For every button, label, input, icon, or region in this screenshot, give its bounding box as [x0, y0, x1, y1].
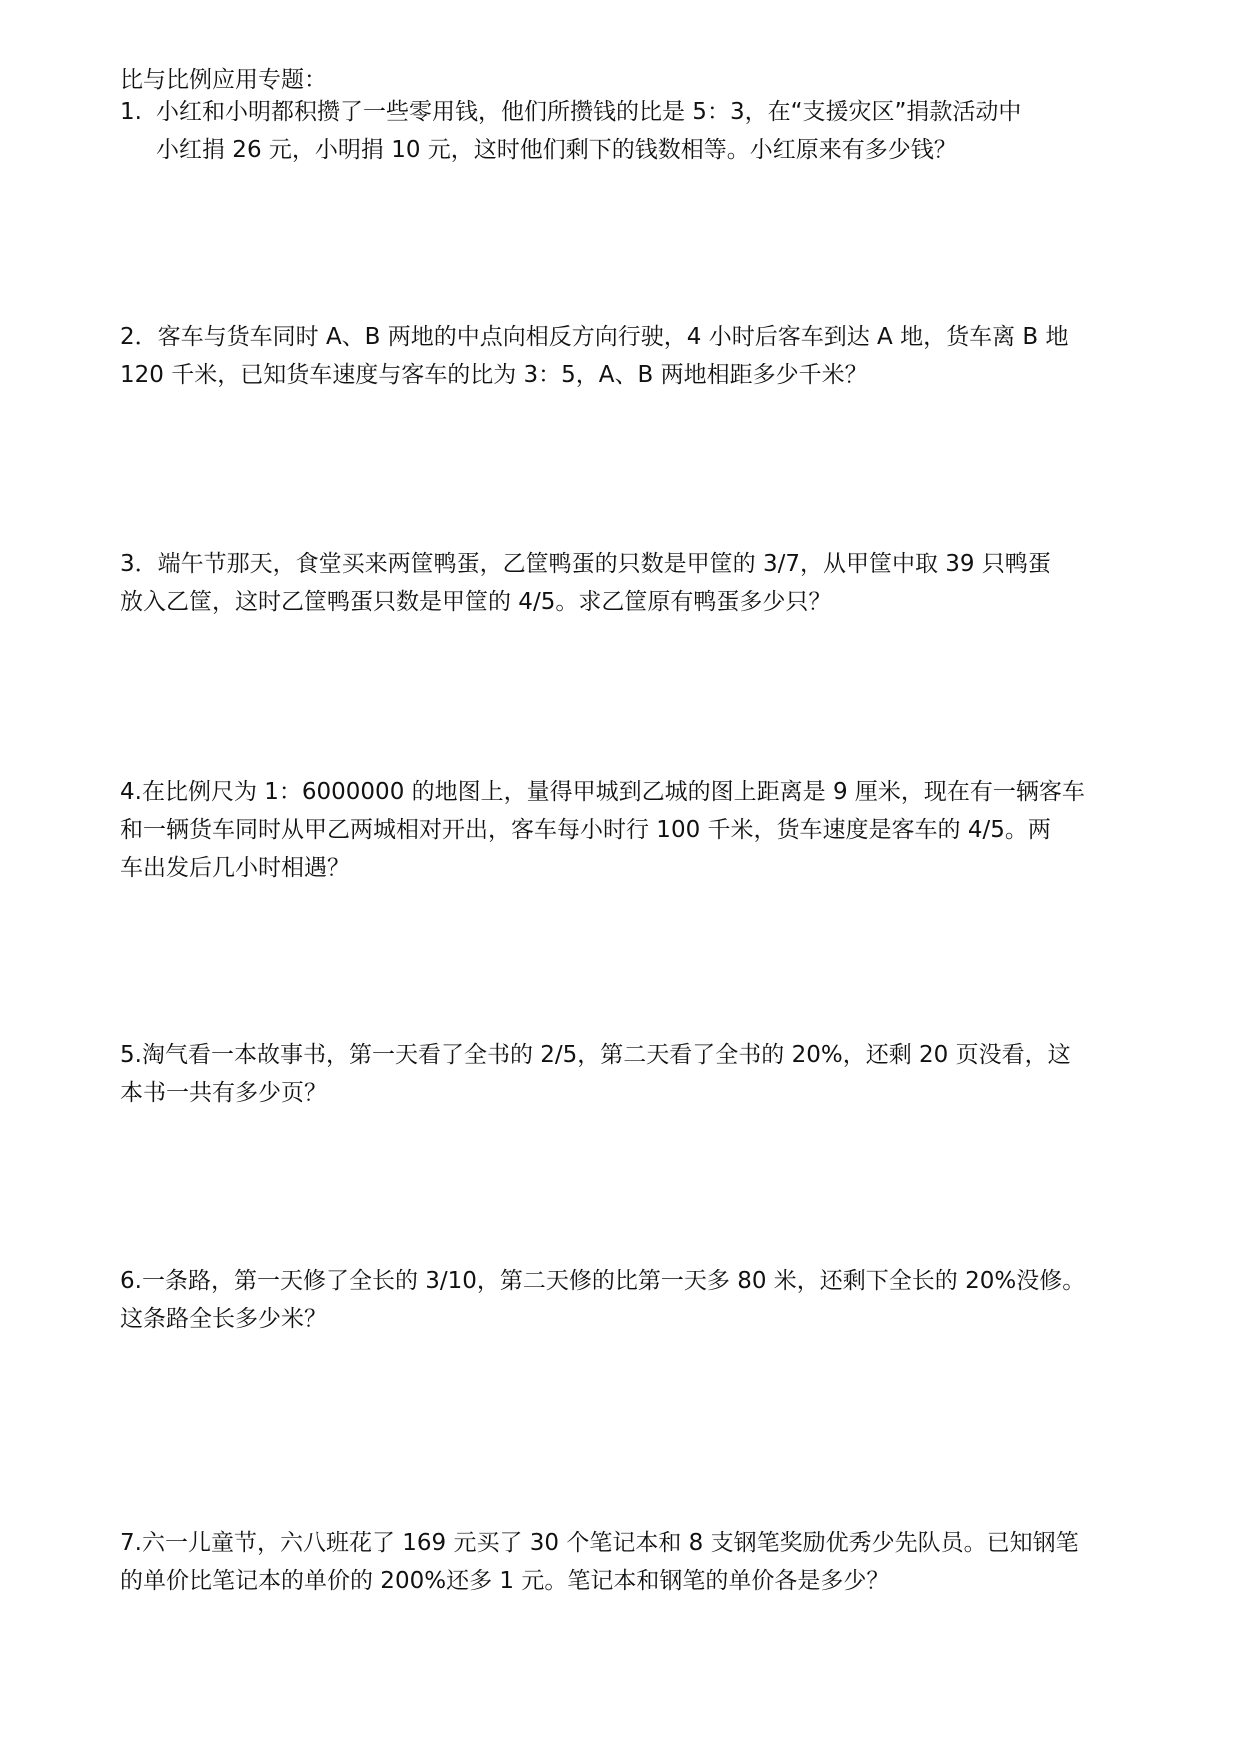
problem-5-line-2: 本书一共有多少页？ — [120, 1080, 327, 1106]
problem-1-line-1 — [120, 93, 1021, 131]
problem-4-line-3: 车出发后几小时相遇？ — [120, 855, 350, 881]
problem-6 — [120, 1262, 1085, 1338]
problem-5 — [120, 1036, 1071, 1112]
problem-3 — [120, 545, 1051, 621]
problem-4 — [120, 773, 1085, 887]
problem-7-line-1: 7.六一儿童节，六八班花了 169 元买了 30 个笔记本和 8 支钢笔奖励优秀少先队员。已知钢笔 — [120, 1530, 1079, 1556]
problem-4-line-2: 和一辆货车同时从甲乙两城相对开出，客车每小时行 100 千米，货车速度是客车的 4/5。两 — [120, 817, 1051, 843]
problem-3-line-1: 3．端午节那天，食堂买来两筐鸭蛋，乙筐鸭蛋的只数是甲筐的 3/7，从甲筐中取 39 只鸭蛋 — [120, 551, 1051, 577]
problem-1-number: 1. — [120, 99, 142, 125]
problem-7 — [120, 1524, 1079, 1600]
problem-7-line-2: 的单价比笔记本的单价的 200%还多 1 元。笔记本和钢笔的单价各是多少？ — [120, 1568, 890, 1594]
problem-5-line-1: 5.淘气看一本故事书，第一天看了全书的 2/5，第二天看了全书的 20%，还剩 20 页没看，这 — [120, 1042, 1071, 1068]
problem-1-text-1: 小红和小明都积攒了一些零用钱，他们所攒钱的比是 5：3，在“支援灾区”捐款活动中 — [156, 99, 1022, 125]
problem-6-line-2: 这条路全长多少米？ — [120, 1306, 327, 1332]
problem-6-line-1: 6.一条路，第一天修了全长的 3/10，第二天修的比第一天多 80 米，还剩下全长的 20%没修。 — [120, 1268, 1086, 1294]
problem-2 — [120, 318, 1068, 394]
problem-1 — [120, 93, 1021, 169]
problem-2-line-2: 120 千米，已知货车速度与客车的比为 3：5，A、B 两地相距多少千米？ — [120, 362, 868, 388]
problem-4-line-1: 4.在比例尺为 1：6000000 的地图上，量得甲城到乙城的图上距离是 9 厘米，现在有一辆客车 — [120, 779, 1085, 805]
problem-2-line-1: 2．客车与货车同时 A、B 两地的中点向相反方向行驶，4 小时后客车到达 A 地，货车离 B 地 — [120, 324, 1069, 350]
problem-1-line-2: 小红捐 26 元，小明捐 10 元，这时他们剩下的钱数相等。小红原来有多少钱？ — [156, 137, 957, 163]
worksheet-title: 比与比例应用专题： — [120, 67, 327, 93]
problem-3-line-2: 放入乙筐，这时乙筐鸭蛋只数是甲筐的 4/5。求乙筐原有鸭蛋多少只？ — [120, 589, 832, 615]
